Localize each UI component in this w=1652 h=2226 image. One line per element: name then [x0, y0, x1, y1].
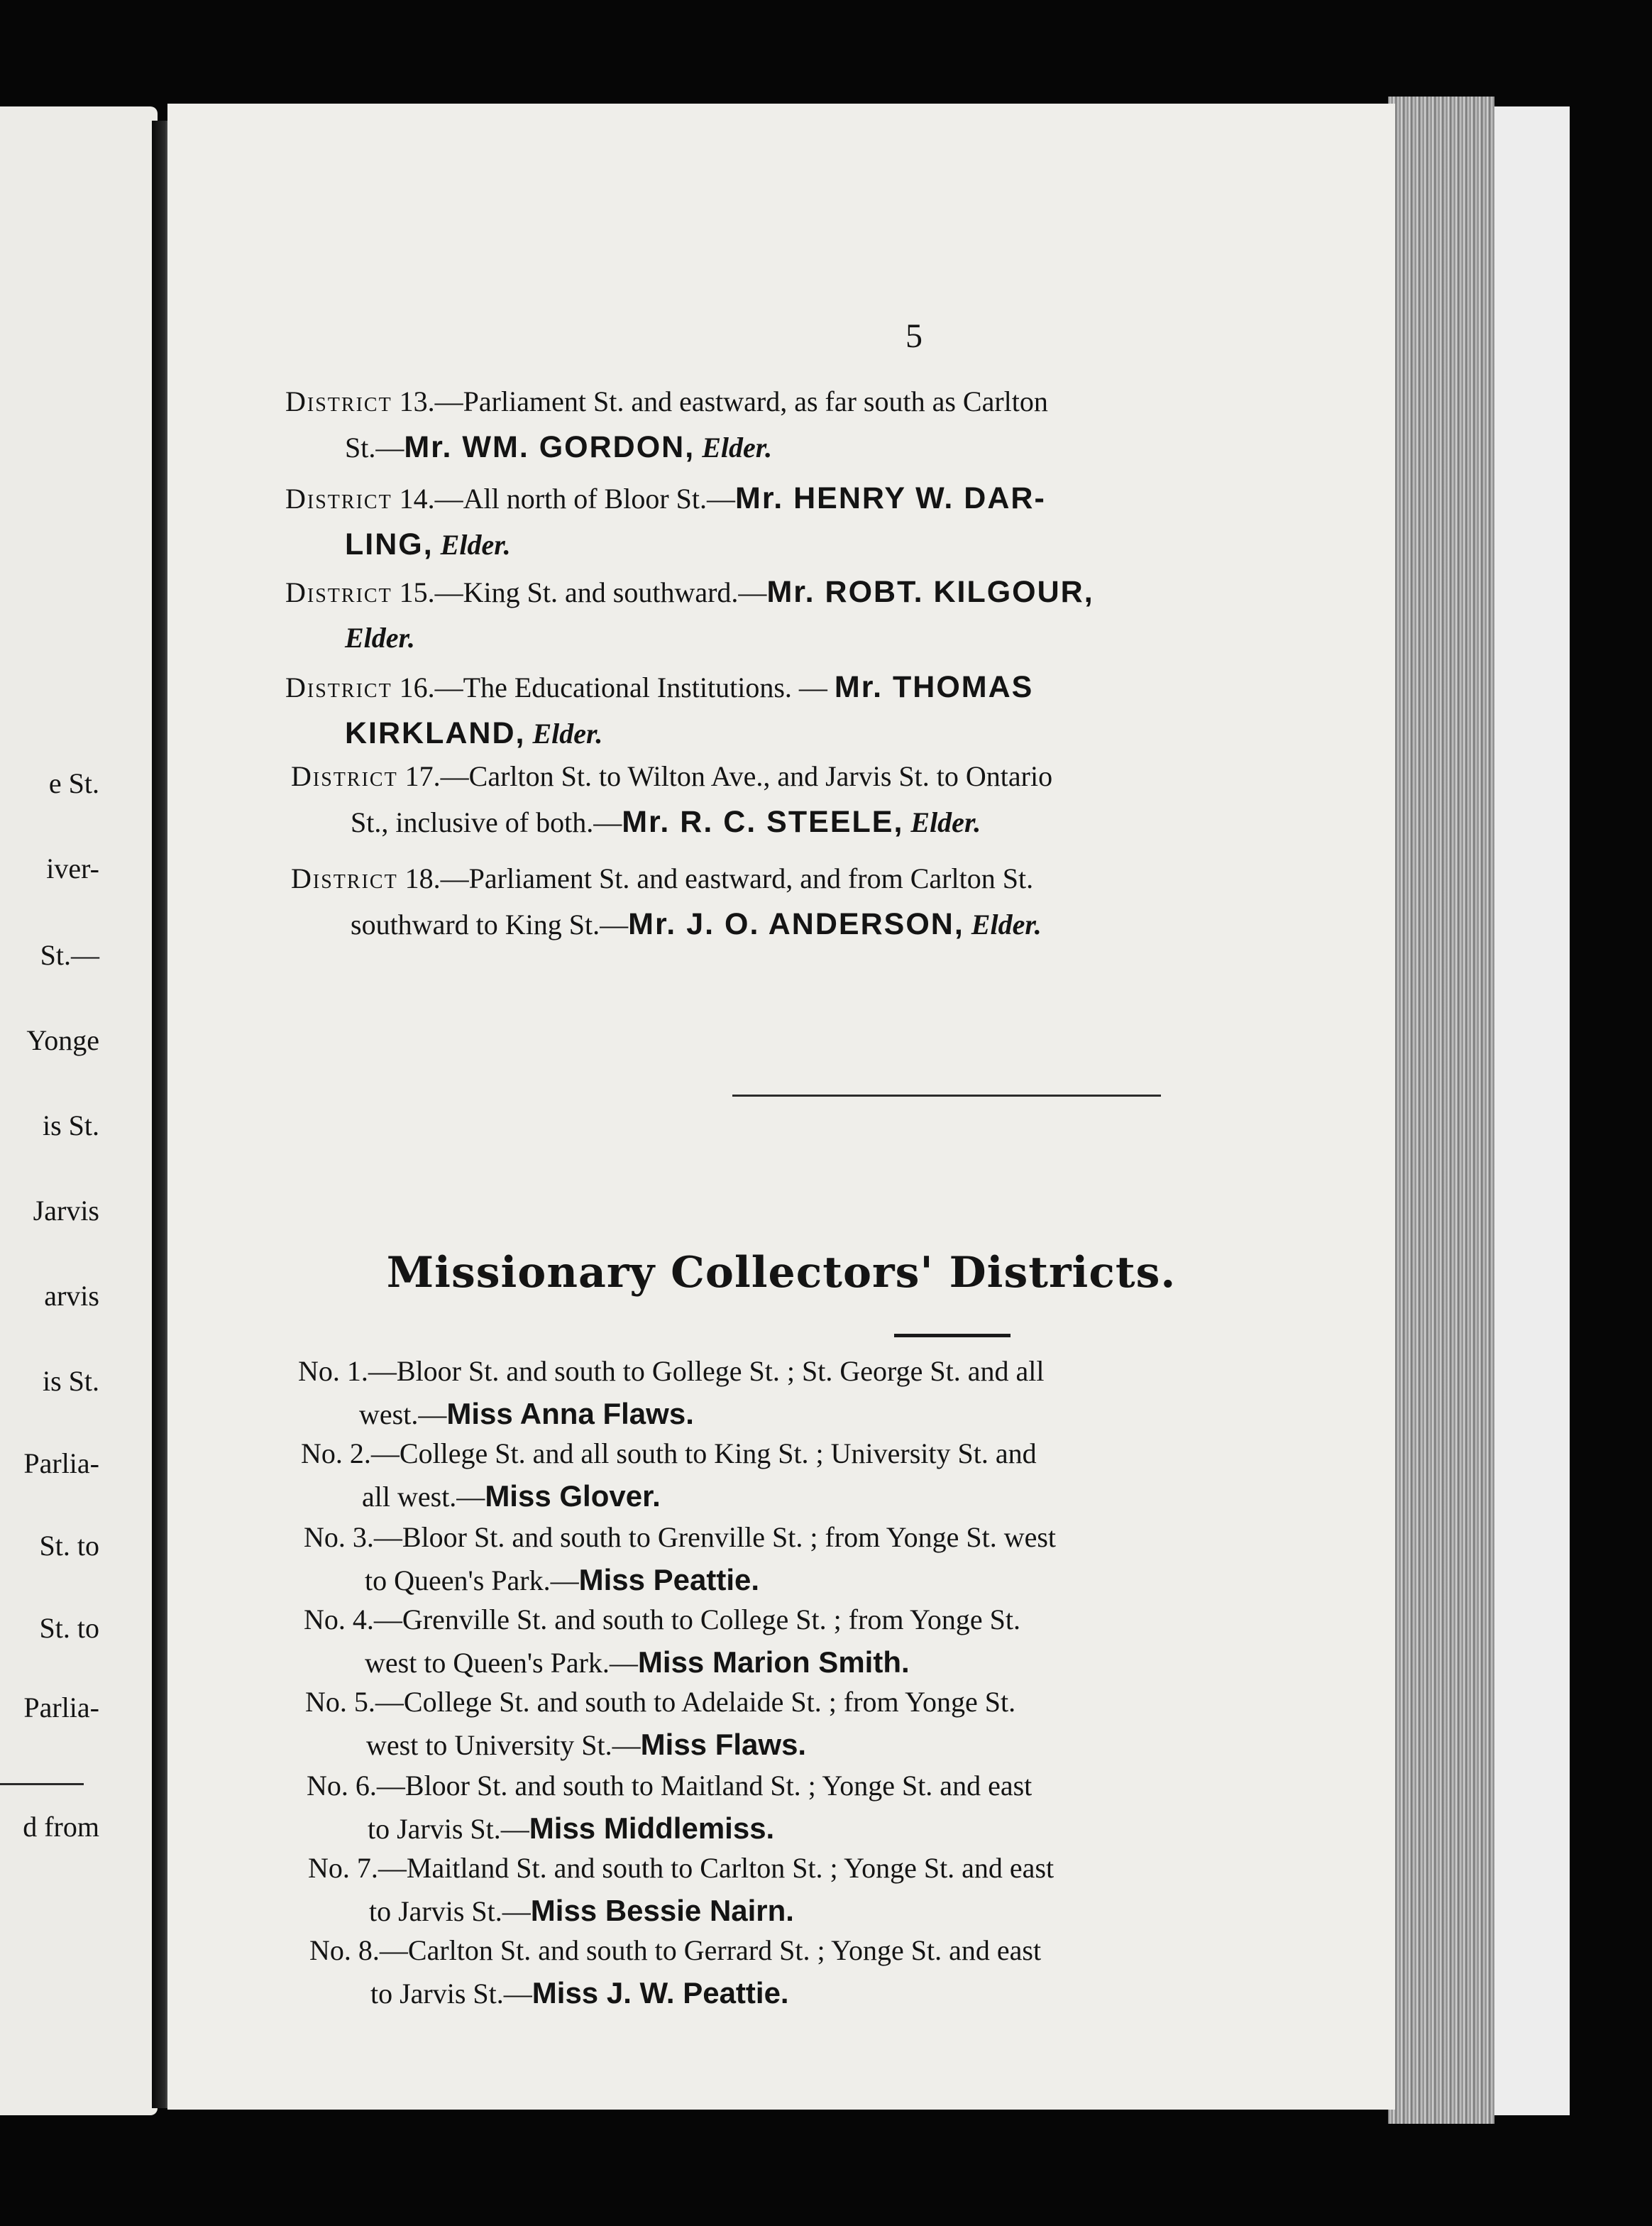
left-fragment: d from [23, 1811, 99, 1843]
district-entry: District 16.—The Educational Institutions. — Mr. THOMAS KIRKLAND, Elder. [285, 670, 1034, 750]
collector-entry: No. 2.—College St. and all south to King St. ; University St. and all west.—Miss Glover. [301, 1437, 1037, 1513]
left-divider [0, 1783, 84, 1785]
left-fragment: St. to [39, 1612, 99, 1644]
left-fragment: Parlia- [23, 1692, 99, 1723]
left-fragment: St.— [40, 939, 99, 971]
collector-entry: No. 5.—College St. and south to Adelaide St. ; from Yonge St. west to University St.—Miss Flaws. [305, 1686, 1016, 1761]
page-edges [1388, 97, 1494, 2124]
collector-entry: No. 8.—Carlton St. and south to Gerrard St. ; Yonge St. and east to Jarvis St.—Miss J. W. Peattie. [309, 1934, 1042, 2010]
left-fragment: arvis [44, 1280, 99, 1312]
section-divider [732, 1095, 1161, 1097]
left-fragment: Yonge [26, 1024, 99, 1056]
collector-entry: No. 4.—Grenville St. and south to College St. ; from Yonge St. west to Queen's Park.—Miss Marion Smith. [304, 1603, 1021, 1679]
left-fragment: St. to [39, 1530, 99, 1562]
page-number: 5 [905, 317, 923, 355]
main-page [167, 104, 1395, 2110]
district-entry: District 14.—All north of Bloor St.—Mr. HENRY W. DAR- LING, Elder. [285, 481, 1046, 561]
heading-underline [894, 1334, 1011, 1337]
collector-entry: No. 6.—Bloor St. and south to Maitland St. ; Yonge St. and east to Jarvis St.—Miss Middlemiss. [307, 1770, 1032, 1845]
left-fragment: is St. [42, 1365, 99, 1397]
collector-entry: No. 7.—Maitland St. and south to Carlton St. ; Yonge St. and east to Jarvis St.—Miss Bessie Nairn. [308, 1852, 1054, 1927]
collector-entry: No. 3.—Bloor St. and south to Grenville St. ; from Yonge St. west to Queen's Park.—Miss Peattie. [304, 1521, 1057, 1596]
left-fragment: iver- [46, 852, 99, 884]
district-entry: District 18.—Parliament St. and eastward, and from Carlton St. southward to King St.—Mr. J. O. ANDERSON, Elder. [291, 862, 1042, 941]
left-fragment: Jarvis [33, 1195, 99, 1227]
collector-entry: No. 1.—Bloor St. and south to Gollege St. ; St. George St. and all west.—Miss Anna Flaws. [298, 1355, 1045, 1430]
left-fragment: Parlia- [23, 1447, 99, 1479]
district-entry: District 15.—King St. and southward.—Mr. ROBT. KILGOUR, Elder. [285, 575, 1094, 654]
section-heading: Missionary Collectors' Districts. [386, 1248, 1177, 1298]
page-edge-margin [1494, 106, 1570, 2115]
left-fragment: is St. [42, 1109, 99, 1141]
left-fragment: e St. [48, 767, 99, 799]
district-entry: District 13.—Parliament St. and eastward, as far south as Carlton St.—Mr. WM. GORDON, Elder. [285, 385, 1048, 464]
left-page [0, 106, 158, 2115]
district-entry: District 17.—Carlton St. to Wilton Ave., and Jarvis St. to Ontario St., inclusive of both.—Mr. R. C. STEELE, Elder. [291, 760, 1053, 839]
